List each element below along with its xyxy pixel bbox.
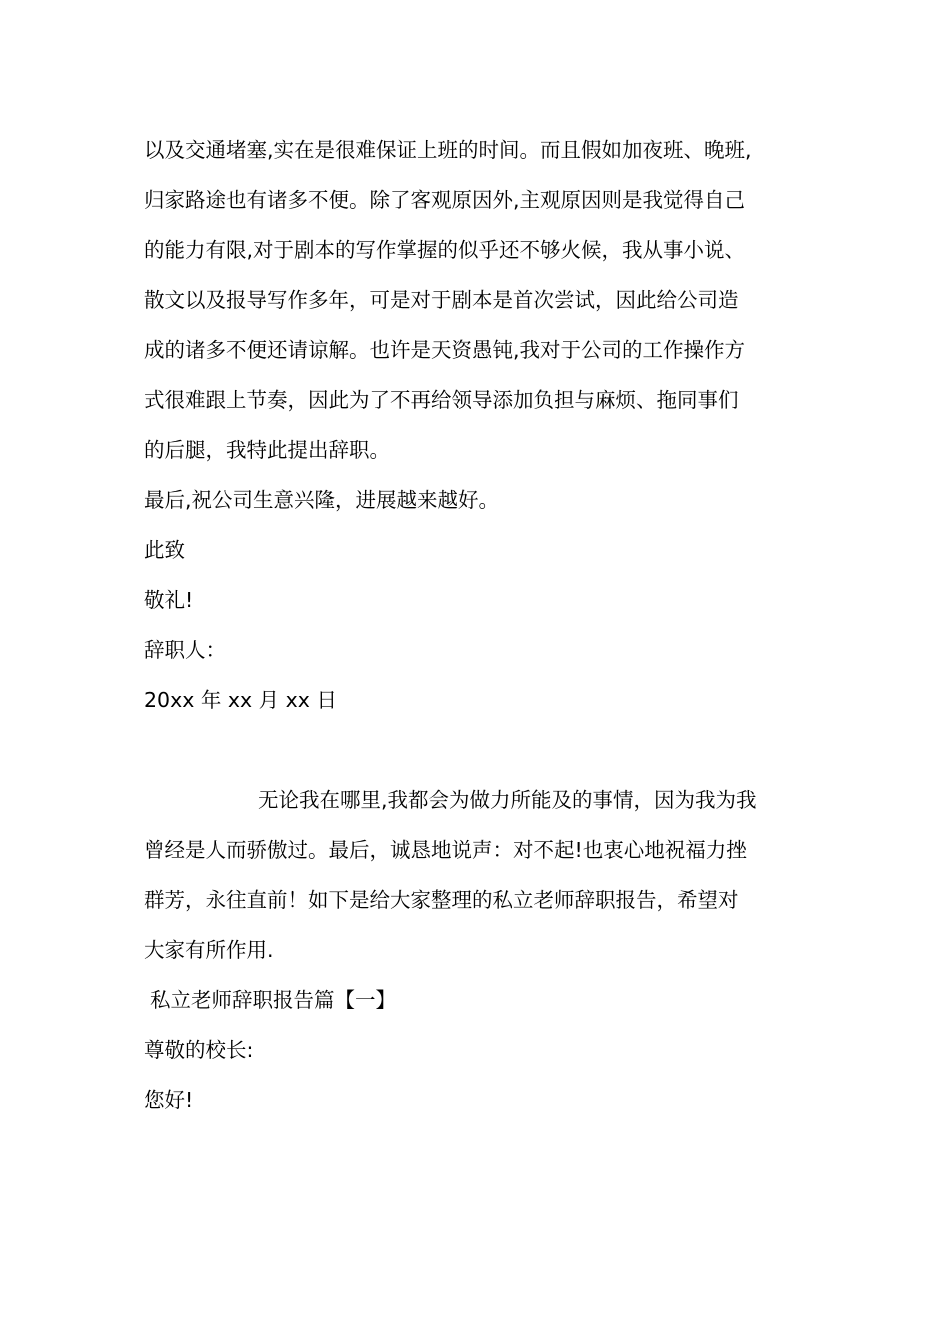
- section-heading: 私立老师辞职报告篇【一】: [150, 988, 396, 1012]
- body-line-6: 式很难跟上节奏，因此为了不再给领导添加负担与麻烦、拖同事们: [144, 388, 739, 412]
- signature-label: 辞职人：: [144, 638, 226, 662]
- body-line-1: 以及交通堵塞,实在是很难保证上班的时间。而且假如加夜班、晚班,: [144, 138, 752, 162]
- intro-line-1: 无论我在哪里,我都会为做力所能及的事情，因为我为我: [258, 788, 757, 812]
- body-line-2: 归家路途也有诸多不便。除了客观原因外,主观原因则是我觉得自己: [144, 188, 746, 212]
- date-line: 20xx 年 xx 月 xx 日: [144, 688, 337, 712]
- salutation: 尊敬的校长:: [144, 1038, 254, 1062]
- closing-salute: 敬礼!: [144, 588, 194, 612]
- greeting: 您好!: [144, 1088, 194, 1112]
- body-line-7: 的后腿，我特此提出辞职。: [144, 438, 390, 462]
- closing-wish: 最后,祝公司生意兴隆，进展越来越好。: [144, 488, 500, 512]
- body-line-3: 的能力有限,对于剧本的写作掌握的似乎还不够火候，我从事小说、: [144, 238, 746, 262]
- intro-line-2: 曾经是人而骄傲过。最后，诚恳地说声：对不起!也衷心地祝福力挫: [144, 838, 747, 862]
- body-line-5: 成的诸多不便还请谅解。也许是天资愚钝,我对于公司的工作操作方: [144, 338, 746, 362]
- closing-phrase: 此致: [144, 538, 185, 562]
- body-line-4: 散文以及报导写作多年，可是对于剧本是首次尝试，因此给公司造: [144, 288, 739, 312]
- intro-line-3: 群芳，永往直前！如下是给大家整理的私立老师辞职报告，希望对: [144, 888, 739, 912]
- intro-line-4: 大家有所作用.: [144, 938, 274, 962]
